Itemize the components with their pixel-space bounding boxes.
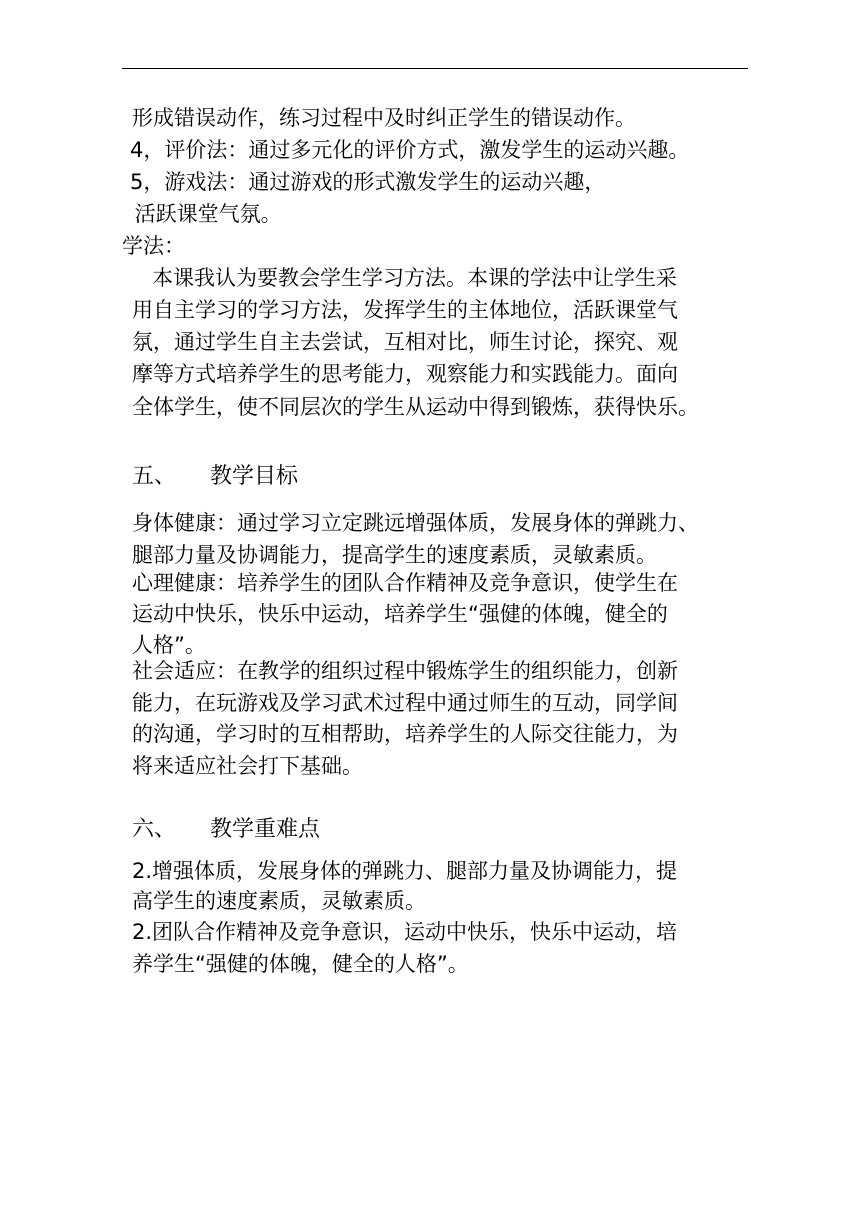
section-five-line-3: 心理健康：培养学生的团队合作精神及竞争意识，使学生在 [132, 571, 678, 595]
section-five-line-5: 人格”。 [132, 633, 206, 657]
section-five-title: 教学目标 [210, 464, 299, 489]
section-six-line-4: 养学生“强健的体魄，健全的人格”。 [132, 952, 469, 976]
learning-method-line-1: 本课我认为要教会学生学习方法。本课的学法中让学生采 [132, 266, 678, 290]
section-six-line-1: 2.增强体质，发展身体的弹跳力、腿部力量及协调能力，提 [132, 859, 678, 883]
section-five-line-6: 社会适应：在教学的组织过程中锻炼学生的组织能力，创新 [132, 659, 678, 683]
methods-line-1: 形成错误动作，练习过程中及时纠正学生的错误动作。 [132, 106, 636, 130]
section-six-heading [132, 815, 320, 845]
methods-line-3: 5，游戏法：通过游戏的形式激发学生的运动兴趣， [130, 170, 606, 194]
section-six-title: 教学重难点 [210, 817, 321, 842]
section-five-heading [132, 462, 298, 492]
section-six-line-3: 2.团队合作精神及竞争意识，运动中快乐，快乐中运动，培 [132, 920, 678, 944]
methods-line-4: 活跃课堂气氛。 [128, 202, 282, 226]
learning-method-line-5: 全体学生，使不同层次的学生从运动中得到锻炼，获得快乐。 [132, 395, 699, 419]
section-five-line-2: 腿部力量及协调能力，提高学生的速度素质，灵敏素质。 [132, 543, 657, 567]
section-five-line-4: 运动中快乐，快乐中运动，培养学生“强健的体魄，健全的 [132, 602, 668, 626]
section-six-number: 六、 [132, 817, 177, 842]
learning-method-line-3: 氛，通过学生自主去尝试，互相对比，师生讨论，探究、观 [132, 330, 678, 354]
learning-method-line-4: 摩等方式培养学生的思考能力，观察能力和实践能力。面向 [132, 362, 678, 386]
section-five-line-1: 身体健康：通过学习立定跳远增强体质，发展身体的弹跳力、 [132, 511, 699, 535]
learning-method-label: 学法： [122, 234, 185, 258]
section-five-line-7: 能力，在玩游戏及学习武术过程中通过师生的互动，同学间 [132, 691, 678, 715]
section-five-line-8: 的沟通，学习时的互相帮助，培养学生的人际交往能力，为 [132, 722, 678, 746]
header-rule [122, 68, 748, 69]
learning-method-line-2: 用自主学习的学习方法，发挥学生的主体地位，活跃课堂气 [132, 298, 678, 322]
section-five-number: 五、 [132, 464, 177, 489]
section-five-line-9: 将来适应社会打下基础。 [132, 754, 363, 778]
section-six-line-2: 高学生的速度素质，灵敏素质。 [132, 889, 426, 913]
methods-line-2: 4，评价法：通过多元化的评价方式，激发学生的运动兴趣。 [130, 138, 690, 162]
